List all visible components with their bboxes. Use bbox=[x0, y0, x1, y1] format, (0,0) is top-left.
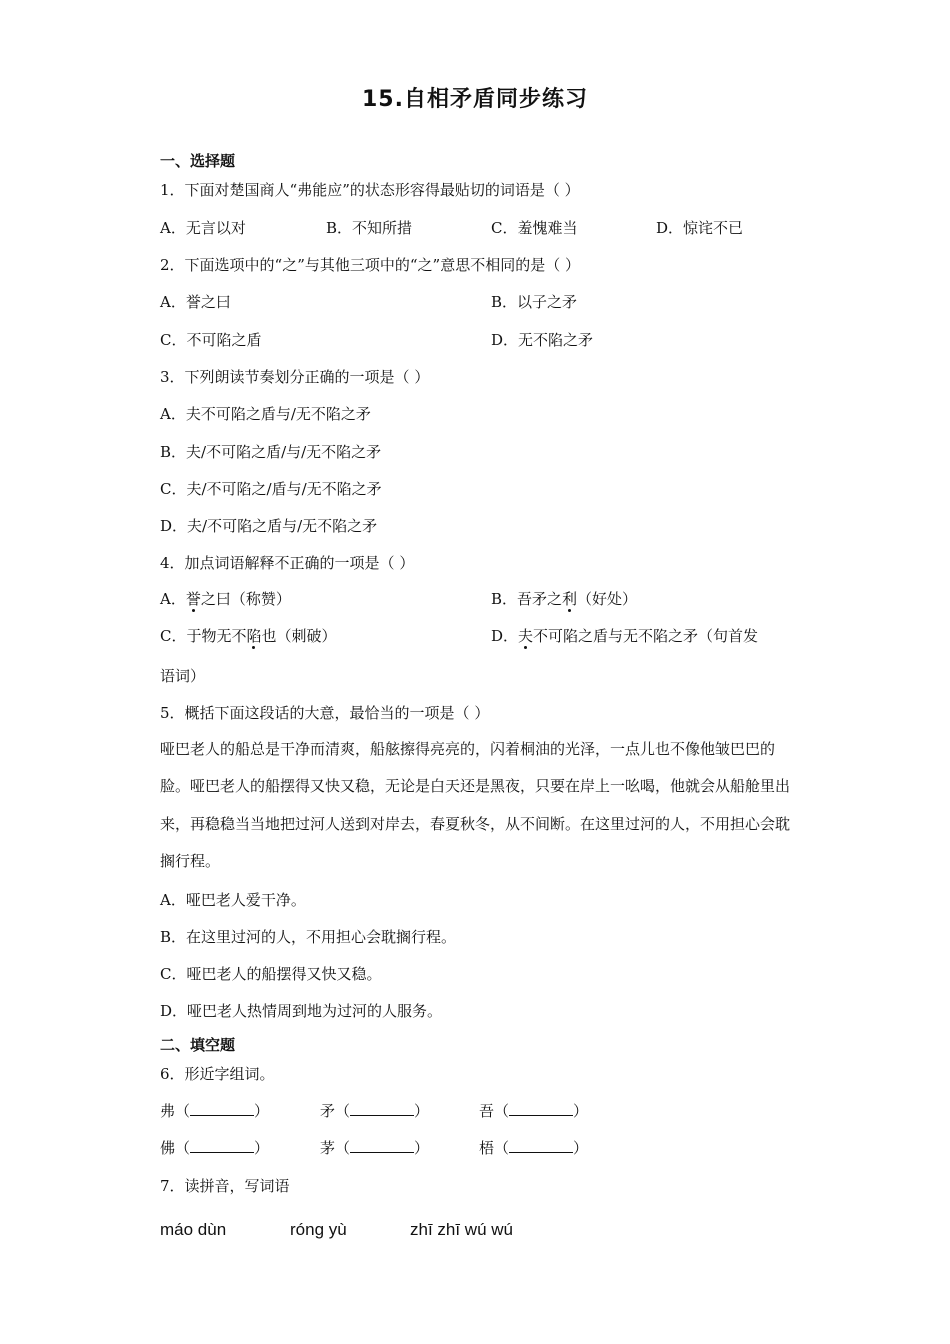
question-4-stem: 4．加点词语解释不正确的一项是（ ） bbox=[160, 554, 415, 572]
question-5-option-b: B．在这里过河的人，不用担心会耽搁行程。 bbox=[160, 928, 457, 946]
section-heading-fill: 二、填空题 bbox=[160, 1036, 236, 1054]
pinyin-word-3: zhī zhī wú wú bbox=[410, 1220, 513, 1239]
question-3-stem: 3．下列朗读节奏划分正确的一项是（ ） bbox=[160, 368, 430, 386]
dotted-char: 陷 bbox=[246, 627, 262, 645]
dotted-char: 夫 bbox=[518, 627, 534, 645]
option-prefix: B．吾矛之 bbox=[491, 590, 563, 608]
section-heading-choice: 一、选择题 bbox=[160, 152, 236, 170]
question-2-stem: 2．下面选项中的“之”与其他三项中的“之”意思不相同的是（ ） bbox=[160, 256, 580, 274]
paren-open: （ bbox=[175, 1139, 191, 1157]
paren-open: （ bbox=[335, 1139, 351, 1157]
question-6-stem: 6．形近字组词。 bbox=[160, 1065, 275, 1083]
question-4-option-b bbox=[491, 589, 637, 609]
question-5-passage: 哑巴老人的船总是干净而清爽，船舷擦得亮亮的，闪着桐油的光泽，一点儿也不像他皱巴巴的脸。哑巴老人的船摆得又快又稳，无论是白天还是黑夜，只要在岸上一吆喝，他就会从船舱里出来，再稳稳当当地把过河人送到对岸去，春夏秋冬，从不间断。在这里过河的人，不用担心会耽搁行程。 bbox=[160, 740, 791, 870]
pinyin-word-2: róng yù bbox=[290, 1220, 347, 1239]
paren-open: （ bbox=[494, 1139, 510, 1157]
dotted-char: 誉 bbox=[185, 590, 201, 608]
question-5-stem: 5．概括下面这段话的大意，最恰当的一项是（ ） bbox=[160, 704, 490, 722]
question-3-option-a: A．夫不可陷之盾与/无不陷之矛 bbox=[160, 405, 371, 423]
question-2-option-a: A．誉之曰 bbox=[160, 293, 231, 311]
answer-blank[interactable] bbox=[509, 1101, 573, 1116]
question-2-option-d: D．无不陷之矛 bbox=[491, 331, 594, 349]
option-prefix: A． bbox=[160, 590, 186, 608]
option-prefix: D． bbox=[491, 627, 519, 645]
pinyin-word-1: máo dùn bbox=[160, 1220, 227, 1239]
option-prefix: C．于物无不 bbox=[160, 627, 247, 645]
paren-close: ） bbox=[254, 1139, 270, 1157]
answer-blank[interactable] bbox=[350, 1101, 414, 1116]
option-text: 之曰（称赞） bbox=[200, 590, 291, 608]
option-text: （好处） bbox=[577, 590, 638, 608]
question-2-option-b: B．以子之矛 bbox=[491, 293, 578, 311]
answer-blank[interactable] bbox=[190, 1101, 254, 1116]
paren-close: ） bbox=[254, 1102, 270, 1120]
paren-close: ） bbox=[414, 1139, 430, 1157]
question-3-option-c: C．夫/不可陷之/盾与/无不陷之矛 bbox=[160, 480, 382, 498]
question-2-option-c: C．不可陷之盾 bbox=[160, 331, 262, 349]
char: 茅 bbox=[320, 1139, 336, 1157]
question-3-option-b: B．夫/不可陷之盾/与/无不陷之矛 bbox=[160, 443, 382, 461]
fill-item-wu-tree bbox=[479, 1138, 588, 1158]
paren-close: ） bbox=[573, 1139, 589, 1157]
question-1-option-d: D．惊诧不已 bbox=[656, 219, 744, 237]
page-title: 15.自相矛盾同步练习 bbox=[362, 87, 588, 112]
fill-item-mao bbox=[320, 1101, 429, 1121]
question-4-option-a bbox=[160, 589, 291, 609]
paren-close: ） bbox=[414, 1102, 430, 1120]
question-4-option-d-continued: 语词） bbox=[160, 667, 206, 685]
char: 梧 bbox=[479, 1139, 495, 1157]
question-3-option-d: D．夫/不可陷之盾与/无不陷之矛 bbox=[160, 517, 378, 535]
paren-close: ） bbox=[573, 1102, 589, 1120]
paren-open: （ bbox=[175, 1102, 191, 1120]
fill-item-wu bbox=[479, 1101, 588, 1121]
question-1-option-b: B．不知所措 bbox=[326, 219, 413, 237]
char: 弗 bbox=[160, 1102, 176, 1120]
answer-blank[interactable] bbox=[190, 1138, 254, 1153]
answer-blank[interactable] bbox=[350, 1138, 414, 1153]
question-4-option-c bbox=[160, 626, 337, 646]
question-1-option-c: C．羞愧难当 bbox=[491, 219, 578, 237]
paren-open: （ bbox=[335, 1102, 351, 1120]
question-4-option-d bbox=[491, 626, 758, 646]
char: 佛 bbox=[160, 1139, 176, 1157]
char: 吾 bbox=[479, 1102, 495, 1120]
fill-item-mao-grass bbox=[320, 1138, 429, 1158]
answer-blank[interactable] bbox=[509, 1138, 573, 1153]
option-text: 也（刺破） bbox=[261, 627, 337, 645]
fill-item-fu bbox=[160, 1101, 269, 1121]
question-5-option-d: D．哑巴老人热情周到地为过河的人服务。 bbox=[160, 1002, 443, 1020]
paren-open: （ bbox=[494, 1102, 510, 1120]
question-7-stem: 7．读拼音，写词语 bbox=[160, 1177, 290, 1195]
question-1-stem: 1．下面对楚国商人“弗能应”的状态形容得最贴切的词语是（ ） bbox=[160, 181, 580, 199]
question-1-option-a: A．无言以对 bbox=[160, 219, 246, 237]
char: 矛 bbox=[320, 1102, 336, 1120]
dotted-char: 利 bbox=[562, 590, 578, 608]
question-5-option-a: A．哑巴老人爱干净。 bbox=[160, 891, 306, 909]
fill-item-fo bbox=[160, 1138, 269, 1158]
question-5-option-c: C．哑巴老人的船摆得又快又稳。 bbox=[160, 965, 382, 983]
option-text: 不可陷之盾与无不陷之矛（句首发 bbox=[533, 627, 759, 645]
